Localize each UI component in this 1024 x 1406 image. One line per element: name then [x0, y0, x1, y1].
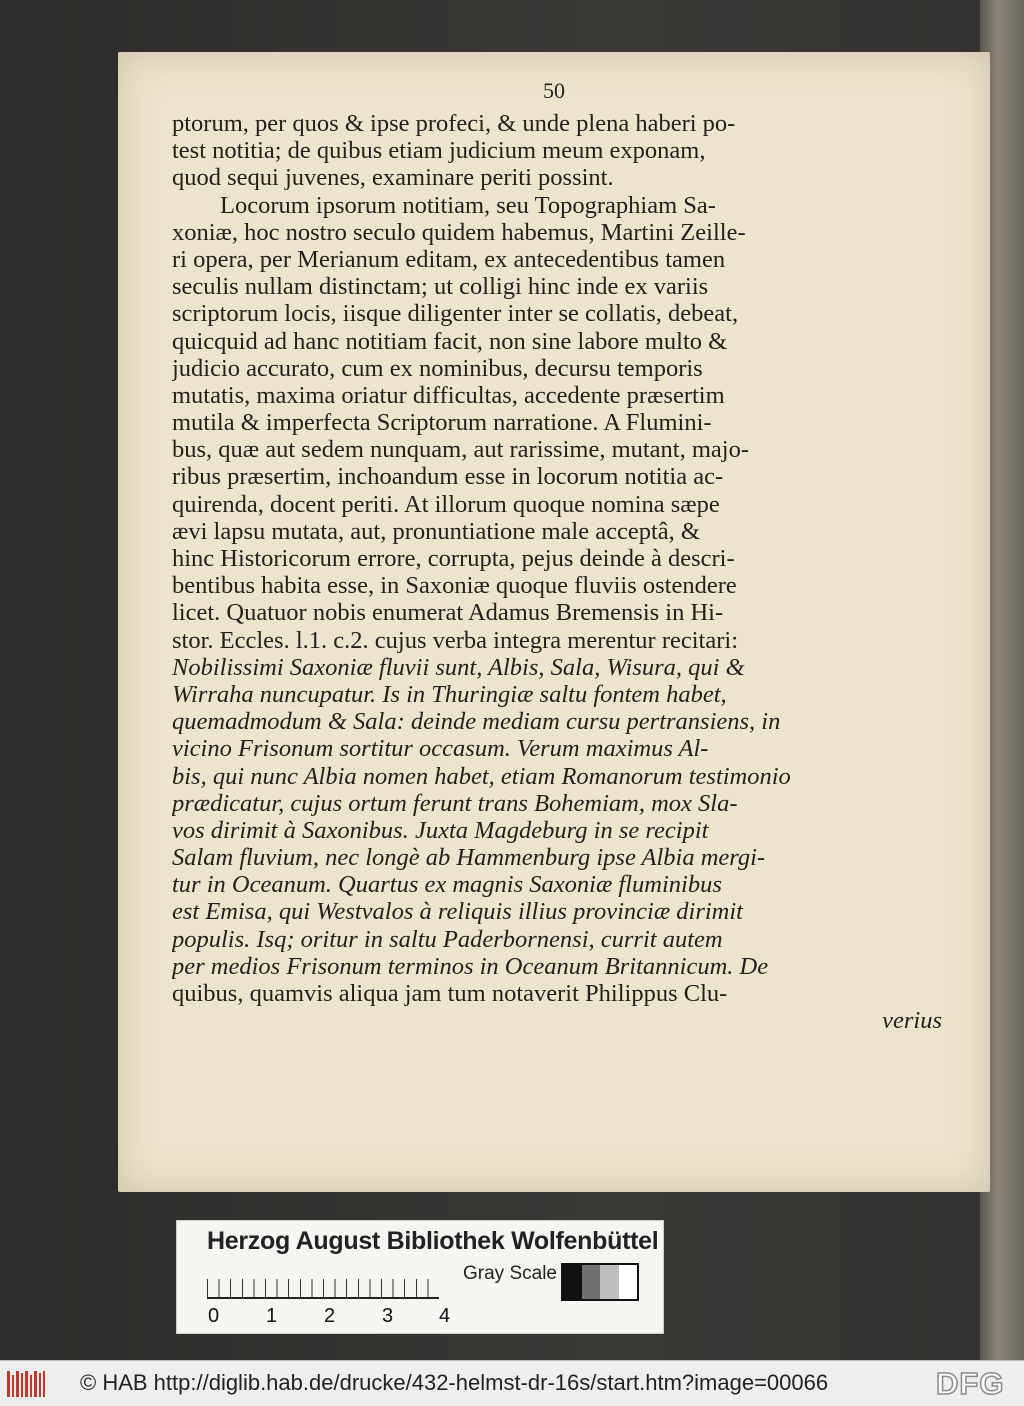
- ruler-tick-label: 3: [382, 1305, 394, 1327]
- text-line: licet. Quatuor nobis enumerat Adamus Bremensis in Hi-: [172, 599, 724, 627]
- gray-scale-label: Gray Scale: [463, 1263, 557, 1284]
- barcode-icon: [6, 1369, 46, 1399]
- copyright-url-text: © HAB http://diglib.hab.de/drucke/432-helmst-dr-16s/start.htm?image=00066: [80, 1370, 829, 1395]
- gray-swatch: [619, 1265, 638, 1299]
- text-line: quirenda, docent periti. At illorum quoque nomina sæpe: [172, 490, 720, 518]
- text-line: bentibus habita esse, in Saxoniæ quoque fluviis ostendere: [172, 572, 737, 600]
- text-line: Locorum ipsorum notitiam, seu Topographiam Sa-: [220, 191, 716, 219]
- page-number: 50: [543, 78, 565, 103]
- footer-bar: [0, 1360, 1024, 1406]
- text-line: quicquid ad hanc notitiam facit, non sine labore multo &: [172, 327, 728, 355]
- color-scale-card: [176, 1220, 664, 1334]
- gray-swatch: [582, 1265, 601, 1299]
- text-line: hinc Historicorum errore, corrupta, pejus deinde à descri-: [172, 545, 735, 572]
- text-line: test notitia; de quibus etiam judicium meum exponam,: [172, 137, 706, 165]
- text-line: judicio accurato, cum ex nominibus, decursu temporis: [172, 354, 703, 382]
- text-line: tur in Oceanum. Quartus ex magnis Saxoniæ fluminibus: [172, 871, 722, 899]
- text-line: mutatis, maxima oriatur difficultas, accedente præsertim: [172, 381, 725, 409]
- text-line: scriptorum locis, iisque diligenter inter se collatis, debeat,: [172, 300, 739, 328]
- text-line: ribus præsertim, inchoandum esse in locorum notitia ac-: [172, 463, 724, 491]
- ruler-tick-label: 2: [324, 1305, 336, 1327]
- text-line: prædicatur, cujus ortum ferunt trans Bohemiam, mox Sla-: [172, 789, 738, 817]
- text-line: populis. Isq; oritur in saltu Paderbornensi, currit autem: [172, 925, 723, 953]
- text-line: seculis nullam distinctam; ut colligi hinc inde ex variis: [172, 273, 709, 301]
- text-line: quibus, quamvis aliqua jam tum notaverit Philippus Clu-: [172, 980, 728, 1007]
- text-line: Nobilissimi Saxoniæ fluvii sunt, Albis, Sala, Wisura, qui &: [172, 653, 745, 681]
- ruler-tick-label: 0: [208, 1305, 220, 1327]
- text-line: Salam fluvium, nec longè ab Hammenburg ipse Albia mergi-: [172, 844, 766, 872]
- ruler-scale: [207, 1269, 439, 1299]
- text-line: bus, quæ aut sedem nunquam, aut rarissime, mutant, majo-: [172, 436, 750, 464]
- dfg-logo: DFG: [936, 1366, 1005, 1401]
- text-line: Wirraha nuncupatur. Is in Thuringiæ saltu fontem habet,: [172, 680, 727, 708]
- text-line: quemadmodum & Sala: deinde mediam cursu pertransiens, in: [172, 708, 781, 736]
- text-line: vos dirimit à Saxonibus. Juxta Magdeburg in se recipit: [172, 816, 709, 844]
- text-line: quod sequi juvenes, examinare periti possint.: [172, 164, 614, 192]
- text-line: bis, qui nunc Albia nomen habet, etiam Romanorum testimonio: [172, 762, 791, 790]
- text-line: verius: [882, 1007, 942, 1035]
- text-line: stor. Eccles. l.1. c.2. cujus verba integra merentur recitari:: [172, 626, 739, 654]
- text-line: ptorum, per quos & ipse profeci, & unde plena haberi po-: [172, 110, 736, 137]
- gray-swatch: [563, 1265, 582, 1299]
- library-name: Herzog August Bibliothek Wolfenbüttel: [207, 1227, 659, 1255]
- text-line: ri opera, per Merianum editam, ex antecedentibus tamen: [172, 245, 726, 273]
- text-line: per medios Frisonum terminos in Oceanum Britannicum. De: [172, 952, 769, 980]
- text-line: vicino Frisonum sortitur occasum. Verum maximus Al-: [172, 735, 709, 763]
- text-line: mutila & imperfecta Scriptorum narratione. A Flumini-: [172, 409, 712, 437]
- gray-scale-swatches: [561, 1263, 639, 1301]
- ruler-tick-label: 4: [439, 1305, 451, 1327]
- ruler-tick-label: 1: [266, 1305, 278, 1327]
- page-text: [172, 110, 942, 1034]
- gray-swatch: [600, 1265, 619, 1299]
- text-line: ævi lapsu mutata, aut, pronuntiatione male acceptâ, &: [172, 517, 700, 545]
- text-line: xoniæ, hoc nostro seculo quidem habemus, Martini Zeille-: [172, 218, 746, 246]
- text-line: est Emisa, qui Westvalos à reliquis illius provinciæ dirimit: [172, 898, 743, 926]
